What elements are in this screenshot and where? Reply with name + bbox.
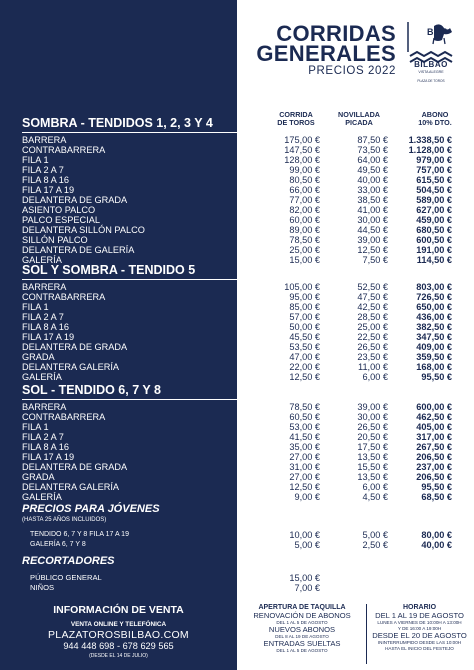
logo-city: BILBAO xyxy=(414,60,448,69)
price-v1: 60,00 € xyxy=(289,215,320,225)
logo-sub: VISTA ALEGRE xyxy=(418,70,444,74)
price-v1: 9,00 € xyxy=(294,492,320,502)
price-v1: 27,00 € xyxy=(289,472,320,482)
price-row xyxy=(22,282,452,292)
price-v2: 20,50 € xyxy=(357,432,388,442)
seat-label: BARRERA xyxy=(22,282,67,292)
price-v3: 459,00 € xyxy=(416,215,452,225)
price-v3: 615,50 € xyxy=(416,175,452,185)
price-v2: 7,50 € xyxy=(362,255,388,265)
title-line-1: CORRIDAS xyxy=(276,21,396,46)
price-v3: 436,00 € xyxy=(416,312,452,322)
price-v1: 105,00 € xyxy=(284,282,320,292)
section-title: SOMBRA - TENDIDOS 1, 2, 3 Y 4 xyxy=(22,116,213,130)
price-v1: 95,00 € xyxy=(289,292,320,302)
price-v3: 726,50 € xyxy=(416,292,452,302)
price-row xyxy=(22,312,452,322)
seat-label: CONTRABARRERA xyxy=(22,145,106,155)
seat-label: DELANTERA DE GALERÍA xyxy=(22,245,135,255)
price-v1: 12,50 € xyxy=(289,372,320,382)
price-v1: 15,00 € xyxy=(289,255,320,265)
price-v2: 87,50 € xyxy=(357,135,388,145)
divider xyxy=(22,279,452,280)
price-row xyxy=(22,583,452,593)
seat-label: GALERÍA 6, 7 Y 8 xyxy=(30,541,86,548)
section-sol-y-sombra xyxy=(22,263,452,382)
seat-label: FILA 8 A 16 xyxy=(22,175,69,185)
horario-block xyxy=(365,604,474,652)
price-v2: 49,50 € xyxy=(357,165,388,175)
recortadores-rows xyxy=(22,573,452,593)
section-sol xyxy=(22,383,452,502)
horario-h2-detail: ININTERRUMPIDO DESDE LAS 10:00H xyxy=(377,640,462,645)
price-v2: 39,00 € xyxy=(357,402,388,412)
price-v2: 30,00 € xyxy=(357,215,388,225)
price-v2: 26,50 € xyxy=(357,342,388,352)
price-v1: 53,50 € xyxy=(289,342,320,352)
price-row xyxy=(22,145,452,155)
taquilla-a1-dates: DEL 1 AL 5 DE AGOSTO xyxy=(276,620,328,625)
seat-label: TENDIDO 6, 7 Y 8 FILA 17 A 19 xyxy=(30,531,129,538)
price-v1: 10,00 € xyxy=(289,530,320,540)
price-v2: 25,00 € xyxy=(357,322,388,332)
price-v1: 31,00 € xyxy=(289,462,320,472)
col2-line1: NOVILLADA xyxy=(338,110,380,119)
price-v1: 27,00 € xyxy=(289,452,320,462)
price-v2: 22,50 € xyxy=(357,332,388,342)
price-v2: 23,50 € xyxy=(357,352,388,362)
seat-label: FILA 17 A 19 xyxy=(22,185,75,195)
price-v1: 7,00 € xyxy=(294,583,320,593)
price-row xyxy=(22,245,452,255)
price-v1: 78,50 € xyxy=(289,402,320,412)
price-v2: 40,00 € xyxy=(357,175,388,185)
price-row xyxy=(22,292,452,302)
price-v3: 1.128,00 € xyxy=(408,145,452,155)
taquilla-a3-dates: DEL 1 AL 5 DE AGOSTO xyxy=(276,648,328,653)
price-row xyxy=(22,462,452,472)
price-v3: 1.338,50 € xyxy=(408,135,452,145)
price-row xyxy=(22,492,452,502)
seat-label: GRADA xyxy=(22,352,55,362)
price-row xyxy=(22,165,452,175)
page-title xyxy=(256,21,396,66)
price-v1: 175,00 € xyxy=(284,135,320,145)
price-v1: 66,00 € xyxy=(289,185,320,195)
seat-label: BARRERA xyxy=(22,402,67,412)
price-v2: 2,50 € xyxy=(362,540,388,550)
seat-label: FILA 2 A 7 xyxy=(22,312,64,322)
price-v2: 12,50 € xyxy=(357,245,388,255)
taquilla-title: APERTURA DE TAQUILLA xyxy=(258,604,346,611)
price-row xyxy=(22,195,452,205)
seat-label: ASIENTO PALCO xyxy=(22,205,96,215)
price-v3: 80,00 € xyxy=(421,530,452,540)
price-v1: 45,50 € xyxy=(289,332,320,342)
price-v1: 15,00 € xyxy=(289,573,320,583)
col3-line2: 10% DTO. xyxy=(418,118,452,127)
horario-h1: DEL 1 AL 19 DE AGOSTO xyxy=(375,611,464,620)
section-title: SOL Y SOMBRA - TENDIDO 5 xyxy=(22,263,196,277)
price-row xyxy=(22,412,452,422)
price-v3: 317,00 € xyxy=(416,432,452,442)
price-v3: 206,50 € xyxy=(416,452,452,462)
seat-label: GRADA xyxy=(22,472,55,482)
price-v3: 409,00 € xyxy=(416,342,452,352)
price-v1: 85,00 € xyxy=(289,302,320,312)
solysombra-rows xyxy=(22,282,452,382)
seat-label: FILA 1 xyxy=(22,155,49,165)
price-v2: 33,00 € xyxy=(357,185,388,195)
price-row xyxy=(22,540,452,550)
col1-line1: CORRIDA xyxy=(279,110,313,119)
section-sombra xyxy=(22,116,452,265)
section-note: (HASTA 25 AÑOS INCLUIDOS) xyxy=(22,517,107,523)
price-row xyxy=(22,135,452,145)
price-v3: 68,50 € xyxy=(421,492,452,502)
price-v3: 650,00 € xyxy=(416,302,452,312)
price-v3: 95,50 € xyxy=(421,482,452,492)
price-v2: 64,00 € xyxy=(357,155,388,165)
price-v2: 41,00 € xyxy=(357,205,388,215)
price-v1: 25,00 € xyxy=(289,245,320,255)
price-v2: 26,50 € xyxy=(357,422,388,432)
price-v3: 757,00 € xyxy=(416,165,452,175)
price-row xyxy=(22,342,452,352)
seat-label: DELANTERA GALERÍA xyxy=(22,482,120,492)
price-v3: 347,50 € xyxy=(416,332,452,342)
price-v2: 13,50 € xyxy=(357,452,388,462)
seat-label: SILLÓN PALCO xyxy=(22,235,88,245)
section-recortadores xyxy=(22,555,452,593)
price-row xyxy=(22,442,452,452)
seat-label: DELANTERA DE GRADA xyxy=(22,462,128,472)
seat-label: CONTRABARRERA xyxy=(22,292,106,302)
logo-sub2: PLAZA DE TOROS xyxy=(417,79,445,83)
price-v2: 30,00 € xyxy=(357,412,388,422)
price-row xyxy=(22,322,452,332)
price-row xyxy=(22,225,452,235)
price-v3: 382,50 € xyxy=(416,322,452,332)
price-v3: 627,00 € xyxy=(416,205,452,215)
price-v2: 28,50 € xyxy=(357,312,388,322)
seat-label: FILA 8 A 16 xyxy=(22,442,69,452)
info-line-1: VENTA ONLINE Y TELEFÓNICA xyxy=(70,621,167,628)
sol-rows xyxy=(22,402,452,502)
divider xyxy=(22,399,452,400)
price-v2: 38,50 € xyxy=(357,195,388,205)
price-row xyxy=(22,175,452,185)
price-v3: 95,50 € xyxy=(421,372,452,382)
price-row xyxy=(22,472,452,482)
price-v1: 89,00 € xyxy=(289,225,320,235)
price-v2: 13,50 € xyxy=(357,472,388,482)
price-v2: 39,00 € xyxy=(357,235,388,245)
price-v1: 99,00 € xyxy=(289,165,320,175)
price-v3: 979,00 € xyxy=(416,155,452,165)
seat-label: FILA 17 A 19 xyxy=(22,452,75,462)
taquilla-block xyxy=(237,604,367,654)
price-v2: 42,50 € xyxy=(357,302,388,312)
seat-label: DELANTERA GALERÍA xyxy=(22,362,120,372)
seat-label: GALERÍA xyxy=(22,255,62,265)
price-v3: 589,00 € xyxy=(416,195,452,205)
horario-h2: DESDE EL 20 DE AGOSTO xyxy=(372,631,467,640)
price-v1: 22,00 € xyxy=(289,362,320,372)
price-v3: 462,50 € xyxy=(416,412,452,422)
price-v1: 47,00 € xyxy=(289,352,320,362)
price-v1: 53,00 € xyxy=(289,422,320,432)
price-v3: 600,50 € xyxy=(416,235,452,245)
seat-label: FILA 8 A 16 xyxy=(22,322,69,332)
price-v1: 12,50 € xyxy=(289,482,320,492)
section-jovenes xyxy=(22,503,452,550)
price-row xyxy=(22,432,452,442)
price-v2: 44,50 € xyxy=(357,225,388,235)
seat-label: PÚBLICO GENERAL xyxy=(30,573,102,582)
seat-label: FILA 1 xyxy=(22,302,49,312)
col3-line1: ABONO xyxy=(421,110,449,119)
info-line-4: (DESDE EL 14 DE JULIO) xyxy=(89,653,148,659)
col2-line2: PICADA xyxy=(345,118,373,127)
price-v2: 11,00 € xyxy=(358,362,388,372)
price-v2: 52,50 € xyxy=(357,282,388,292)
price-row xyxy=(22,372,452,382)
price-v3: 504,50 € xyxy=(416,185,452,195)
price-row xyxy=(22,362,452,372)
price-v2: 4,50 € xyxy=(362,492,388,502)
price-v1: 147,50 € xyxy=(284,145,320,155)
info-title: INFORMACIÓN DE VENTA xyxy=(53,604,184,616)
price-row xyxy=(22,422,452,432)
price-v3: 680,50 € xyxy=(416,225,452,235)
title-line-2: GENERALES xyxy=(256,41,396,66)
horario-h1-extra: Y DE 16:00 A 19:00H xyxy=(397,626,442,631)
price-v2: 5,00 € xyxy=(362,530,388,540)
price-v1: 80,50 € xyxy=(289,175,320,185)
price-v1: 57,00 € xyxy=(289,312,320,322)
price-row xyxy=(22,235,452,245)
price-v2: 6,00 € xyxy=(362,372,388,382)
price-v3: 191,00 € xyxy=(416,245,452,255)
price-v1: 35,00 € xyxy=(289,442,320,452)
price-v3: 803,00 € xyxy=(416,282,452,292)
price-row xyxy=(22,573,452,583)
seat-label: FILA 2 A 7 xyxy=(22,432,64,442)
price-v3: 359,50 € xyxy=(416,352,452,362)
seat-label: DELANTERA DE GRADA xyxy=(22,342,128,352)
price-v2: 73,50 € xyxy=(357,145,388,155)
price-v3: 206,50 € xyxy=(416,472,452,482)
divider xyxy=(22,132,452,133)
seat-label: FILA 1 xyxy=(22,422,49,432)
price-v1: 60,50 € xyxy=(289,412,320,422)
price-row xyxy=(22,530,452,540)
price-v1: 41,50 € xyxy=(289,432,320,442)
price-v3: 168,00 € xyxy=(416,362,452,372)
horario-title: HORARIO xyxy=(402,604,437,611)
price-v1: 78,50 € xyxy=(289,235,320,245)
seat-label: DELANTERA SILLÓN PALCO xyxy=(22,225,145,235)
seat-label: GALERÍA xyxy=(22,372,62,382)
price-v2: 15,50 € xyxy=(357,462,388,472)
price-row xyxy=(22,402,452,412)
seat-label: FILA 17 A 19 xyxy=(22,332,75,342)
seat-label: PALCO ESPECIAL xyxy=(22,215,100,225)
price-v2: 6,00 € xyxy=(362,482,388,492)
seat-label: CONTRABARRERA xyxy=(22,412,106,422)
col1-line2: DE TOROS xyxy=(277,118,315,127)
page-subtitle: PRECIOS 2022 xyxy=(308,65,396,77)
price-v1: 5,00 € xyxy=(294,540,320,550)
phone-numbers: 944 448 698 - 678 629 565 xyxy=(63,641,174,651)
section-title: RECORTADORES xyxy=(22,555,115,567)
price-row xyxy=(22,185,452,195)
price-row xyxy=(22,482,452,492)
price-v2: 47,50 € xyxy=(357,292,388,302)
price-v1: 128,00 € xyxy=(284,155,320,165)
seat-label: NIÑOS xyxy=(30,583,55,592)
taquilla-a2: NUEVOS ABONOS xyxy=(268,625,336,634)
taquilla-a1: RENOVACIÓN DE ABONOS xyxy=(253,611,351,620)
section-title: PRECIOS PARA JÓVENES xyxy=(22,503,160,515)
price-row xyxy=(22,215,452,225)
price-row xyxy=(22,205,452,215)
price-row xyxy=(22,302,452,312)
seat-label: BARRERA xyxy=(22,135,67,145)
price-row xyxy=(22,452,452,462)
taquilla-a3: ENTRADAS SUELTAS xyxy=(263,639,341,648)
price-row xyxy=(22,332,452,342)
seat-label: GALERÍA xyxy=(22,492,62,502)
seat-label: DELANTERA DE GRADA xyxy=(22,195,128,205)
price-row xyxy=(22,352,452,362)
price-v1: 50,00 € xyxy=(289,322,320,332)
price-v3: 600,00 € xyxy=(416,402,452,412)
seat-label: FILA 2 A 7 xyxy=(22,165,64,175)
price-v3: 237,00 € xyxy=(416,462,452,472)
horario-h2-extra: HASTA EL INICIO DEL FESTEJO xyxy=(385,646,454,651)
taquilla-a2-dates: DEL 8 AL 19 DE AGOSTO xyxy=(275,634,329,639)
sombra-rows xyxy=(22,135,452,265)
section-title: SOL - TENDIDO 6, 7 Y 8 xyxy=(22,383,161,397)
jovenes-rows xyxy=(22,530,452,550)
price-v1: 82,00 € xyxy=(289,205,320,215)
price-v3: 267,50 € xyxy=(416,442,452,452)
price-v2: 17,50 € xyxy=(357,442,388,452)
logo-bmf-text: BMF xyxy=(427,27,447,37)
price-v3: 114,50 € xyxy=(416,255,452,265)
price-v3: 405,00 € xyxy=(416,422,452,432)
horario-h1-detail: LUNES A VIERNES DE 10:00H A 13:00H xyxy=(377,620,462,625)
price-v3: 40,00 € xyxy=(421,540,452,550)
price-v1: 77,00 € xyxy=(289,195,320,205)
price-row xyxy=(22,155,452,165)
website-link[interactable]: PLAZATOROSBILBAO.COM xyxy=(48,629,189,641)
